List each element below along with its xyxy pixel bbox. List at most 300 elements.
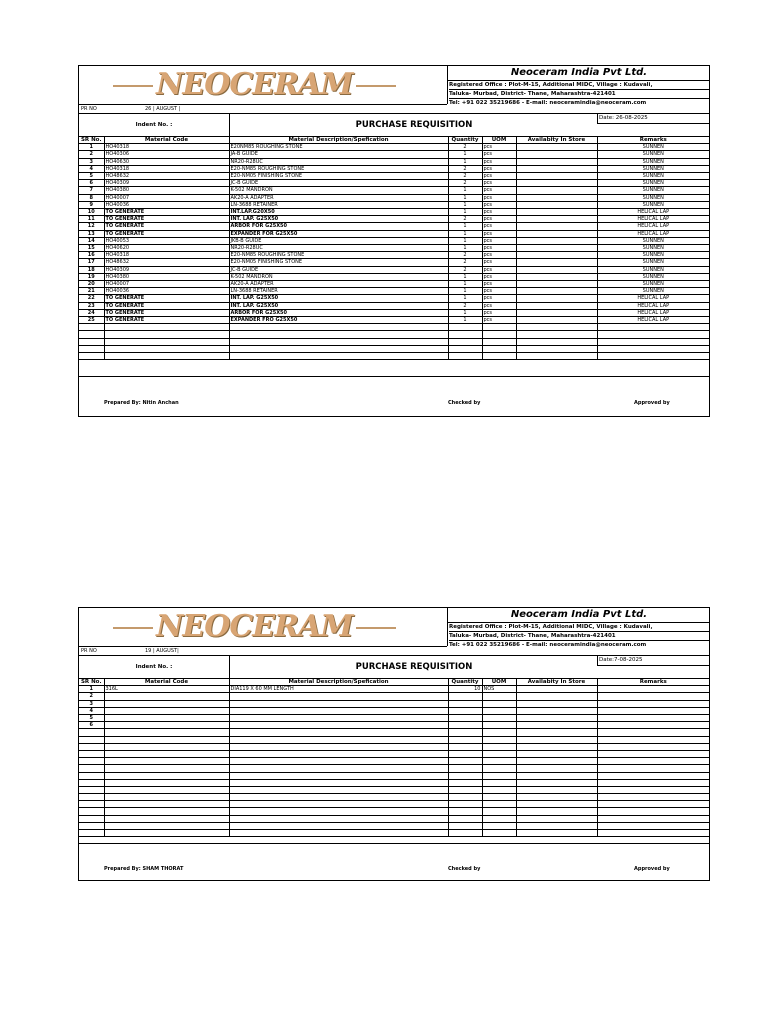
material-description-cell: K-502 MANDRON bbox=[229, 187, 448, 194]
table-row bbox=[79, 345, 709, 352]
uom-cell bbox=[482, 815, 516, 822]
material-description-cell: AK20-A ADAPTER bbox=[229, 281, 448, 288]
quantity-cell bbox=[448, 729, 482, 736]
remarks-cell: SUNNEN bbox=[597, 158, 709, 165]
remarks-cell: HELICAL LAP bbox=[597, 317, 709, 324]
sr-no-cell: 10 bbox=[79, 209, 104, 216]
availability-cell bbox=[516, 786, 597, 793]
material-code-cell: TO GENERATE bbox=[104, 216, 229, 223]
material-code-cell: HO40036 bbox=[104, 201, 229, 208]
checked-by: Checked by bbox=[448, 400, 481, 406]
sr-no-cell: 22 bbox=[79, 295, 104, 302]
quantity-cell: 1 bbox=[448, 151, 482, 158]
address-line-2: Taluka- Murbad, District- Thane, Maharashtra-421401 bbox=[449, 90, 710, 99]
material-description-cell bbox=[229, 693, 448, 700]
material-description-cell: LN-3688 RETAINER bbox=[229, 201, 448, 208]
remarks-cell bbox=[597, 345, 709, 352]
table-row bbox=[79, 765, 709, 772]
sr-no-cell: 16 bbox=[79, 252, 104, 259]
quantity-cell: 2 bbox=[448, 216, 482, 223]
material-code-cell: HO40007 bbox=[104, 194, 229, 201]
material-code-cell bbox=[104, 743, 229, 750]
uom-cell: pcs bbox=[482, 194, 516, 201]
quantity-cell: 1 bbox=[448, 187, 482, 194]
requisition-header bbox=[79, 113, 709, 136]
quantity-cell bbox=[448, 338, 482, 345]
material-description-cell bbox=[229, 794, 448, 801]
remarks-cell: SUNNEN bbox=[597, 288, 709, 295]
uom-cell: pcs bbox=[482, 288, 516, 295]
availability-cell bbox=[516, 758, 597, 765]
uom-cell bbox=[482, 801, 516, 808]
col-header-uom: UOM bbox=[482, 679, 516, 686]
uom-cell bbox=[482, 353, 516, 360]
material-description-cell: EXPANDER FRO G25X50 bbox=[229, 317, 448, 324]
uom-cell bbox=[482, 345, 516, 352]
sr-no-cell bbox=[79, 772, 104, 779]
material-code-cell: TO GENERATE bbox=[104, 302, 229, 309]
col-header-remarks: Remarks bbox=[597, 137, 709, 144]
quantity-cell: 1 bbox=[448, 201, 482, 208]
address-line-1: Registered Office : Plot-M-15, Additional MIDC, Village : Kudavali, bbox=[449, 623, 710, 632]
pr-label: PR NO bbox=[81, 106, 97, 112]
material-description-cell: K-502 MANDRON bbox=[229, 273, 448, 280]
material-code-cell bbox=[104, 353, 229, 360]
availability-cell bbox=[516, 765, 597, 772]
remarks-cell: SUNNEN bbox=[597, 173, 709, 180]
material-code-cell bbox=[104, 808, 229, 815]
quantity-cell: 2 bbox=[448, 302, 482, 309]
remarks-cell: SUNNEN bbox=[597, 165, 709, 172]
table-row bbox=[79, 309, 709, 316]
material-code-cell bbox=[104, 707, 229, 714]
pr-value: 19 | AUGUST| bbox=[145, 648, 179, 654]
uom-cell: pcs bbox=[482, 173, 516, 180]
sr-no-cell bbox=[79, 353, 104, 360]
remarks-cell bbox=[597, 338, 709, 345]
items-table bbox=[79, 136, 709, 360]
uom-cell bbox=[482, 822, 516, 829]
uom-cell: pcs bbox=[482, 209, 516, 216]
quantity-cell: 1 bbox=[448, 245, 482, 252]
table-row bbox=[79, 693, 709, 700]
table-row bbox=[79, 750, 709, 757]
quantity-cell: 2 bbox=[448, 144, 482, 151]
col-header-material-code: Material Code bbox=[104, 679, 229, 686]
material-code-cell bbox=[104, 758, 229, 765]
sr-no-cell: 12 bbox=[79, 223, 104, 230]
quantity-cell bbox=[448, 331, 482, 338]
sr-no-cell bbox=[79, 729, 104, 736]
remarks-cell: SUNNEN bbox=[597, 151, 709, 158]
logo-text: NEOCERAM bbox=[156, 609, 353, 644]
sr-no-cell: 20 bbox=[79, 281, 104, 288]
col-header-quantity: Quantity bbox=[448, 679, 482, 686]
quantity-cell: 1 bbox=[448, 273, 482, 280]
material-description-cell bbox=[229, 353, 448, 360]
uom-cell bbox=[482, 338, 516, 345]
material-code-cell: HO40380 bbox=[104, 187, 229, 194]
sr-no-cell: 14 bbox=[79, 237, 104, 244]
table-row bbox=[79, 324, 709, 331]
remarks-cell bbox=[597, 686, 709, 693]
availability-cell bbox=[516, 772, 597, 779]
remarks-cell: SUNNEN bbox=[597, 245, 709, 252]
table-row bbox=[79, 707, 709, 714]
availability-cell bbox=[516, 686, 597, 693]
material-code-cell bbox=[104, 338, 229, 345]
sr-no-cell bbox=[79, 801, 104, 808]
remarks-cell: SUNNEN bbox=[597, 194, 709, 201]
remarks-cell: SUNNEN bbox=[597, 144, 709, 151]
uom-cell: pcs bbox=[482, 151, 516, 158]
quantity-cell bbox=[448, 353, 482, 360]
remarks-cell bbox=[597, 324, 709, 331]
table-row bbox=[79, 331, 709, 338]
quantity-cell: 2 bbox=[448, 266, 482, 273]
items-table bbox=[79, 678, 709, 837]
uom-cell bbox=[482, 758, 516, 765]
logo-line-right bbox=[356, 627, 396, 629]
material-description-cell: JC-B GUIDE bbox=[229, 180, 448, 187]
prepared-by: Prepared By: SHAM THORAT bbox=[104, 866, 184, 872]
material-code-cell bbox=[104, 750, 229, 757]
table-row bbox=[79, 266, 709, 273]
material-code-cell bbox=[104, 700, 229, 707]
col-header-quantity: Quantity bbox=[448, 137, 482, 144]
material-code-cell bbox=[104, 722, 229, 729]
quantity-cell bbox=[448, 822, 482, 829]
availability-cell bbox=[516, 700, 597, 707]
material-code-cell: HO40036 bbox=[104, 288, 229, 295]
uom-cell: pcs bbox=[482, 273, 516, 280]
sr-no-cell: 15 bbox=[79, 245, 104, 252]
quantity-cell: 2 bbox=[448, 180, 482, 187]
logo-area bbox=[79, 608, 447, 646]
quantity-cell bbox=[448, 758, 482, 765]
quantity-cell: 1 bbox=[448, 295, 482, 302]
sr-no-cell: 13 bbox=[79, 230, 104, 237]
form-title: PURCHASE REQUISITION bbox=[229, 114, 598, 136]
company-logo bbox=[113, 68, 396, 102]
logo-line-right bbox=[356, 85, 396, 87]
availability-cell bbox=[516, 273, 597, 280]
availability-cell bbox=[516, 729, 597, 736]
availability-cell bbox=[516, 151, 597, 158]
availability-cell bbox=[516, 259, 597, 266]
table-row bbox=[79, 715, 709, 722]
table-row bbox=[79, 758, 709, 765]
uom-cell bbox=[482, 707, 516, 714]
remarks-cell bbox=[597, 750, 709, 757]
sr-no-cell: 19 bbox=[79, 273, 104, 280]
table-row bbox=[79, 273, 709, 280]
material-description-cell bbox=[229, 750, 448, 757]
material-code-cell bbox=[104, 331, 229, 338]
uom-cell bbox=[482, 772, 516, 779]
availability-cell bbox=[516, 173, 597, 180]
availability-cell bbox=[516, 295, 597, 302]
table-row bbox=[79, 158, 709, 165]
form-title: PURCHASE REQUISITION bbox=[229, 656, 598, 678]
remarks-cell bbox=[597, 765, 709, 772]
availability-cell bbox=[516, 216, 597, 223]
uom-cell bbox=[482, 743, 516, 750]
material-description-cell: INT.LAP.G20X50 bbox=[229, 209, 448, 216]
address-line-3: Tel: +91 022 35219686 - E-mail: neoceramindia@neoceram.com bbox=[449, 100, 647, 106]
company-header bbox=[447, 608, 710, 646]
sr-no-cell bbox=[79, 324, 104, 331]
company-header bbox=[447, 66, 710, 104]
material-description-cell bbox=[229, 815, 448, 822]
quantity-cell bbox=[448, 772, 482, 779]
quantity-cell bbox=[448, 707, 482, 714]
prepared-by: Prepared By: Nitin Anchan bbox=[104, 400, 179, 406]
quantity-cell: 1 bbox=[448, 209, 482, 216]
uom-cell: pcs bbox=[482, 245, 516, 252]
remarks-cell: HELICAL LAP bbox=[597, 309, 709, 316]
availability-cell bbox=[516, 722, 597, 729]
remarks-cell bbox=[597, 786, 709, 793]
sr-no-cell: 5 bbox=[79, 173, 104, 180]
material-code-cell bbox=[104, 815, 229, 822]
sr-no-cell: 24 bbox=[79, 309, 104, 316]
uom-cell: pcs bbox=[482, 302, 516, 309]
material-description-cell: INT. LAP. G25X50 bbox=[229, 295, 448, 302]
availability-cell bbox=[516, 209, 597, 216]
availability-cell bbox=[516, 252, 597, 259]
uom-cell bbox=[482, 779, 516, 786]
remarks-cell bbox=[597, 779, 709, 786]
remarks-cell bbox=[597, 700, 709, 707]
remarks-cell: HELICAL LAP bbox=[597, 230, 709, 237]
table-row bbox=[79, 223, 709, 230]
material-code-cell bbox=[104, 794, 229, 801]
quantity-cell bbox=[448, 830, 482, 837]
availability-cell bbox=[516, 353, 597, 360]
material-description-cell: E20-NM05 FINISHING STONE bbox=[229, 259, 448, 266]
availability-cell bbox=[516, 194, 597, 201]
sr-no-cell: 6 bbox=[79, 180, 104, 187]
table-row bbox=[79, 237, 709, 244]
remarks-cell: SUNNEN bbox=[597, 201, 709, 208]
uom-cell bbox=[482, 722, 516, 729]
remarks-cell bbox=[597, 772, 709, 779]
uom-cell bbox=[482, 786, 516, 793]
quantity-cell bbox=[448, 722, 482, 729]
table-row bbox=[79, 259, 709, 266]
table-row bbox=[79, 245, 709, 252]
remarks-cell bbox=[597, 808, 709, 815]
logo-text: NEOCERAM bbox=[156, 67, 353, 102]
pr-value: 26 | AUGUST | bbox=[145, 106, 181, 112]
availability-cell bbox=[516, 237, 597, 244]
sr-no-cell bbox=[79, 736, 104, 743]
requisition-header bbox=[79, 655, 709, 678]
quantity-cell bbox=[448, 715, 482, 722]
table-row bbox=[79, 353, 709, 360]
table-row bbox=[79, 209, 709, 216]
material-description-cell: EXPANDER FOR G25X50 bbox=[229, 230, 448, 237]
remarks-cell bbox=[597, 736, 709, 743]
remarks-cell: HELICAL LAP bbox=[597, 216, 709, 223]
material-code-cell bbox=[104, 830, 229, 837]
uom-cell: pcs bbox=[482, 281, 516, 288]
purchase-requisition-form-1 bbox=[78, 65, 710, 417]
table-row bbox=[79, 700, 709, 707]
material-code-cell bbox=[104, 345, 229, 352]
availability-cell bbox=[516, 144, 597, 151]
material-description-cell bbox=[229, 830, 448, 837]
material-description-cell: NR20-R28UC bbox=[229, 158, 448, 165]
table-header-row bbox=[79, 679, 709, 686]
col-header-availability: Availabity In Store bbox=[516, 137, 597, 144]
table-row bbox=[79, 317, 709, 324]
availability-cell bbox=[516, 245, 597, 252]
uom-cell bbox=[482, 324, 516, 331]
table-row bbox=[79, 295, 709, 302]
col-header-availability: Availabity In Store bbox=[516, 679, 597, 686]
approved-by: Approved by bbox=[634, 400, 670, 406]
quantity-cell: 1 bbox=[448, 288, 482, 295]
table-row bbox=[79, 722, 709, 729]
availability-cell bbox=[516, 338, 597, 345]
material-code-cell bbox=[104, 801, 229, 808]
material-code-cell: HO40630 bbox=[104, 158, 229, 165]
sr-no-cell bbox=[79, 750, 104, 757]
availability-cell bbox=[516, 158, 597, 165]
table-row bbox=[79, 815, 709, 822]
material-description-cell: ARBOR FOR G25X50 bbox=[229, 309, 448, 316]
uom-cell: NOS bbox=[482, 686, 516, 693]
quantity-cell bbox=[448, 808, 482, 815]
material-description-cell: LN-3688 RETAINER bbox=[229, 288, 448, 295]
sr-no-cell: 23 bbox=[79, 302, 104, 309]
uom-cell bbox=[482, 808, 516, 815]
quantity-cell bbox=[448, 794, 482, 801]
material-description-cell bbox=[229, 324, 448, 331]
availability-cell bbox=[516, 266, 597, 273]
remarks-cell: HELICAL LAP bbox=[597, 223, 709, 230]
table-header-row bbox=[79, 137, 709, 144]
quantity-cell bbox=[448, 750, 482, 757]
availability-cell bbox=[516, 288, 597, 295]
uom-cell bbox=[482, 715, 516, 722]
material-description-cell bbox=[229, 331, 448, 338]
table-row bbox=[79, 288, 709, 295]
material-code-cell: HO40007 bbox=[104, 281, 229, 288]
sr-no-cell bbox=[79, 830, 104, 837]
availability-cell bbox=[516, 830, 597, 837]
material-description-cell: DIA119 X 60 MM LENGTH bbox=[229, 686, 448, 693]
col-header-remarks: Remarks bbox=[597, 679, 709, 686]
pr-number-row bbox=[79, 646, 447, 655]
availability-cell bbox=[516, 302, 597, 309]
company-name: Neoceram India Pvt Ltd. bbox=[448, 608, 710, 623]
remarks-cell bbox=[597, 822, 709, 829]
sr-no-cell: 18 bbox=[79, 266, 104, 273]
remarks-cell bbox=[597, 707, 709, 714]
remarks-cell bbox=[597, 794, 709, 801]
address-line-1: Registered Office : Plot-M-15, Additional MIDC, Village : Kudavali, bbox=[449, 81, 710, 90]
sr-no-cell bbox=[79, 743, 104, 750]
sr-no-cell: 8 bbox=[79, 194, 104, 201]
availability-cell bbox=[516, 331, 597, 338]
material-code-cell: HO48632 bbox=[104, 259, 229, 266]
col-header-material-code: Material Code bbox=[104, 137, 229, 144]
material-description-cell bbox=[229, 801, 448, 808]
material-description-cell bbox=[229, 707, 448, 714]
sr-no-cell: 3 bbox=[79, 158, 104, 165]
availability-cell bbox=[516, 187, 597, 194]
table-row bbox=[79, 281, 709, 288]
material-code-cell: HO40318 bbox=[104, 144, 229, 151]
quantity-cell: 1 bbox=[448, 230, 482, 237]
remarks-cell bbox=[597, 353, 709, 360]
material-description-cell: AK20-A ADAPTER bbox=[229, 194, 448, 201]
material-code-cell: HO40306 bbox=[104, 151, 229, 158]
uom-cell: pcs bbox=[482, 216, 516, 223]
material-description-cell: JC-B GUIDE bbox=[229, 266, 448, 273]
material-code-cell bbox=[104, 324, 229, 331]
remarks-cell bbox=[597, 722, 709, 729]
material-code-cell: 316L bbox=[104, 686, 229, 693]
sr-no-cell bbox=[79, 822, 104, 829]
material-code-cell: TO GENERATE bbox=[104, 209, 229, 216]
material-description-cell bbox=[229, 729, 448, 736]
availability-cell bbox=[516, 715, 597, 722]
material-code-cell: TO GENERATE bbox=[104, 317, 229, 324]
sr-no-cell: 11 bbox=[79, 216, 104, 223]
table-row bbox=[79, 786, 709, 793]
uom-cell: pcs bbox=[482, 230, 516, 237]
sr-no-cell bbox=[79, 808, 104, 815]
col-header-sr-no: SR No. bbox=[79, 679, 104, 686]
table-row bbox=[79, 794, 709, 801]
uom-cell: pcs bbox=[482, 252, 516, 259]
quantity-cell: 2 bbox=[448, 259, 482, 266]
col-header-uom: UOM bbox=[482, 137, 516, 144]
uom-cell: pcs bbox=[482, 309, 516, 316]
remarks-cell: HELICAL LAP bbox=[597, 295, 709, 302]
remarks-cell bbox=[597, 715, 709, 722]
remarks-cell: SUNNEN bbox=[597, 266, 709, 273]
material-code-cell: HO40620 bbox=[104, 245, 229, 252]
sr-no-cell bbox=[79, 758, 104, 765]
material-code-cell bbox=[104, 729, 229, 736]
remarks-cell bbox=[597, 830, 709, 837]
quantity-cell: 1 bbox=[448, 309, 482, 316]
table-row bbox=[79, 201, 709, 208]
sr-no-cell: 21 bbox=[79, 288, 104, 295]
sr-no-cell bbox=[79, 765, 104, 772]
table-row bbox=[79, 779, 709, 786]
material-code-cell: TO GENERATE bbox=[104, 230, 229, 237]
table-row bbox=[79, 216, 709, 223]
table-row bbox=[79, 180, 709, 187]
material-code-cell bbox=[104, 822, 229, 829]
sr-no-cell: 1 bbox=[79, 686, 104, 693]
address-line-2: Taluka- Murbad, District- Thane, Maharashtra-421401 bbox=[449, 632, 710, 641]
indent-number-label: Indent No. : bbox=[135, 664, 173, 670]
table-row bbox=[79, 173, 709, 180]
remarks-cell bbox=[597, 815, 709, 822]
material-code-cell bbox=[104, 786, 229, 793]
table-row bbox=[79, 144, 709, 151]
availability-cell bbox=[516, 324, 597, 331]
material-description-cell: INT. LAP. G25X50 bbox=[229, 216, 448, 223]
logo-area bbox=[79, 66, 447, 104]
